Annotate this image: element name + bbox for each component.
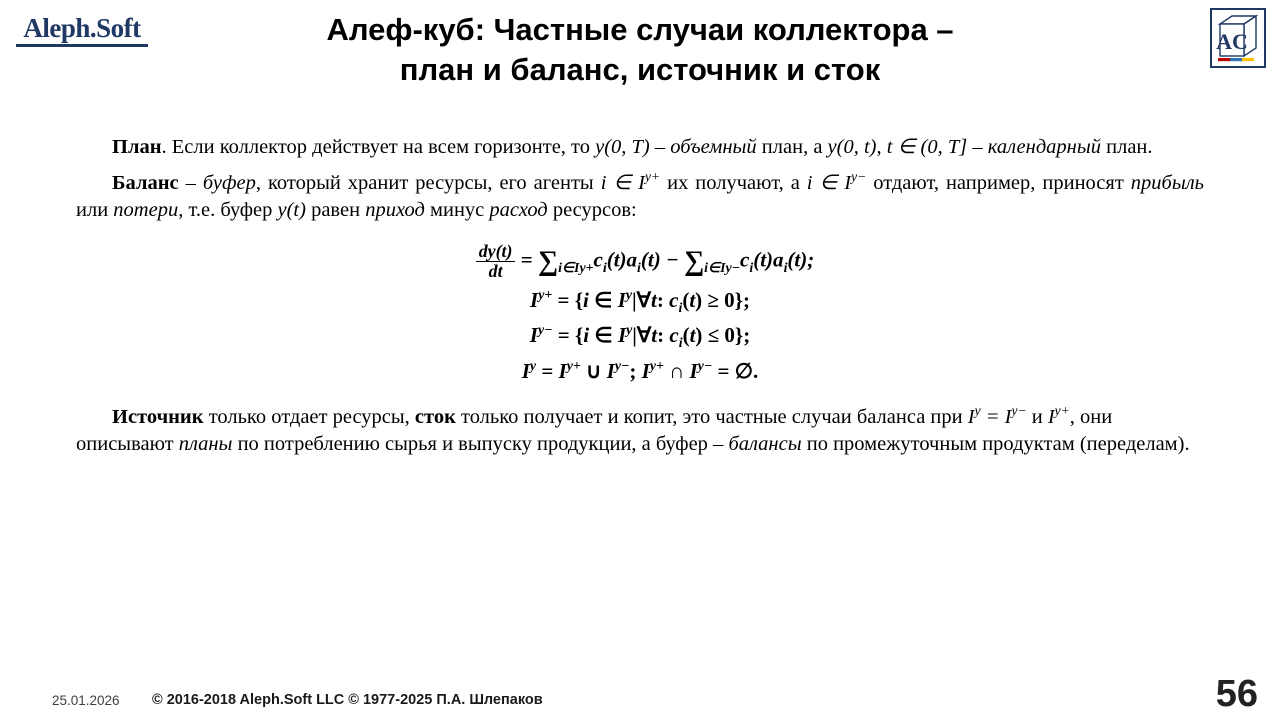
slide-number: 56 <box>1215 673 1258 715</box>
eq1-c2-sub: i <box>749 259 754 275</box>
sum1-superscript: y+ <box>579 259 594 275</box>
p3-italic-2: балансы <box>728 433 802 456</box>
p2-text-7: равен <box>305 199 366 222</box>
p3-math-1: I <box>967 406 975 429</box>
equation-Iyminus: $I^{y-} = \{i$ ∈ $I^y|\forall t$: $c_i(t) \le 0$}; <box>529 322 751 351</box>
p2-italic-1: буфер <box>202 172 256 195</box>
p2-math-2: i ∈ I <box>806 172 852 195</box>
p2-text-6: , т.е. буфер <box>178 199 278 222</box>
p3-text-5: по потреблению сырья и выпуску продукции, а буфер – <box>232 433 729 456</box>
sum-symbol-2: ∑ <box>683 245 705 277</box>
p3-text-4: , они описывают <box>76 406 1113 456</box>
eq1-c1: c <box>593 247 603 272</box>
p3-math-1b: = I <box>980 406 1012 429</box>
p1-italic-2: календарный <box>987 136 1101 158</box>
p3-math-2-sup: y+ <box>1054 403 1070 419</box>
fraction-dy-dt <box>476 242 516 280</box>
p3-math-2: I <box>1047 406 1055 429</box>
p2-math-3: y(t) <box>277 199 306 222</box>
equation-dydt <box>76 239 1204 284</box>
p1-math-2: y(0, t) <box>827 136 877 158</box>
page-title <box>170 10 1110 89</box>
p2-italic-3: потери <box>113 199 179 222</box>
p3-text-6: по промежуточным продуктам (переделам). <box>801 433 1190 456</box>
eq1-a2-sub: i <box>783 259 788 275</box>
p2-italic-2: прибыль <box>1130 172 1204 195</box>
equation-Iy-union: $I^y = I^{y+}$ ∪ $I^{y-}$; $I^{y+}$ ∩ $I^{y-}$ = ∅. <box>521 357 759 383</box>
p2-text-3: их получают, а <box>660 172 807 195</box>
p2-italic-4: приход <box>365 199 425 222</box>
eq1-equals: = <box>520 247 538 272</box>
p1-text-2: – <box>649 136 671 158</box>
p1-math-3: t ∈ (0, T] <box>886 136 968 158</box>
equation-block <box>76 239 1204 389</box>
p2-text-8: минус <box>424 199 490 222</box>
sum2-superscript: y− <box>725 259 741 275</box>
eq1-c2-rest: (t)a <box>753 247 784 272</box>
p3-text-1: только отдает ресурсы, <box>203 406 415 429</box>
p1-text-6: план. <box>1101 136 1153 158</box>
p3-italic-1: планы <box>178 433 233 456</box>
p3-text-2: только получает и копит, это частные случаи баланса при <box>455 406 968 429</box>
footer-date: 25.01.2026 <box>52 693 120 708</box>
p2-text-4: отдают, например, приносят <box>866 172 1131 195</box>
p2-text-5: или <box>76 199 114 222</box>
sum1-subscript: i∈I <box>558 259 580 275</box>
sum-symbol-1: ∑ <box>537 245 559 277</box>
p1-text-4: , <box>876 136 887 158</box>
footer-copyright: © 2016-2018 Aleph.Soft LLC © 1977-2025 П.А. Шлепаков <box>152 692 543 708</box>
eq1-a1-sub: i <box>637 259 641 275</box>
svg-text:AC: AC <box>1216 29 1248 54</box>
paragraph-balance <box>76 168 1204 224</box>
page-title-line1: Алеф-куб: Частные случаи коллектора – <box>326 12 954 47</box>
eq1-c1-rest: (t)a <box>606 247 638 272</box>
fraction-numerator: dy(t) <box>476 242 516 262</box>
eq1-c2: c <box>740 247 750 272</box>
paragraph-source-sink <box>76 402 1204 458</box>
sum2-subscript: i∈I <box>704 259 726 275</box>
eq1-c1-rest2: (t) − <box>640 247 684 272</box>
p2-text-1: – <box>178 172 203 195</box>
page-title-line2: план и баланс, источник и сток <box>399 51 881 87</box>
p1-text-3: план, а <box>756 136 828 158</box>
p2-text-2: , который хранит ресурсы, его агенты <box>255 172 601 195</box>
p1-text-1: . Если коллектор действует на всем горизонте, то <box>161 136 596 158</box>
eq1-c1-sub: i <box>602 259 607 275</box>
cube-icon <box>1212 10 1264 66</box>
brand-logo-underline <box>16 44 148 47</box>
p2-italic-5: расход <box>489 199 548 222</box>
slide-body <box>76 134 1204 466</box>
brand-logo <box>12 14 152 47</box>
term-plan: План <box>112 136 162 158</box>
term-balance: Баланс <box>112 172 179 195</box>
p3-text-3: и <box>1026 406 1048 429</box>
term-source: Источник <box>112 406 204 429</box>
p1-math-1: y(0, T) <box>595 136 650 158</box>
p1-italic-1: объемный <box>670 136 757 158</box>
eq1-c2-rest2: (t); <box>787 247 815 272</box>
p2-text-9: ресурсов: <box>547 199 637 222</box>
p3-math-1-sup: y <box>974 403 981 419</box>
brand-logo-text: Aleph.Soft <box>23 13 141 43</box>
p2-math-2-sup: y− <box>851 169 867 185</box>
p2-math-1: i ∈ I <box>600 172 646 195</box>
aleph-cube-emblem <box>1210 8 1266 68</box>
term-sink: сток <box>414 406 456 429</box>
equation-Iyplus: $I^{y+} = \{i$ ∈ $I^y|\forall t$: $c_i(t) \ge 0$}; <box>530 286 750 316</box>
p1-text-5: – <box>967 136 988 158</box>
fraction-denominator: dt <box>488 260 503 281</box>
p2-math-1-sup: y+ <box>645 169 661 185</box>
paragraph-plan <box>76 134 1204 161</box>
p3-math-1b-sup: y− <box>1011 403 1027 419</box>
